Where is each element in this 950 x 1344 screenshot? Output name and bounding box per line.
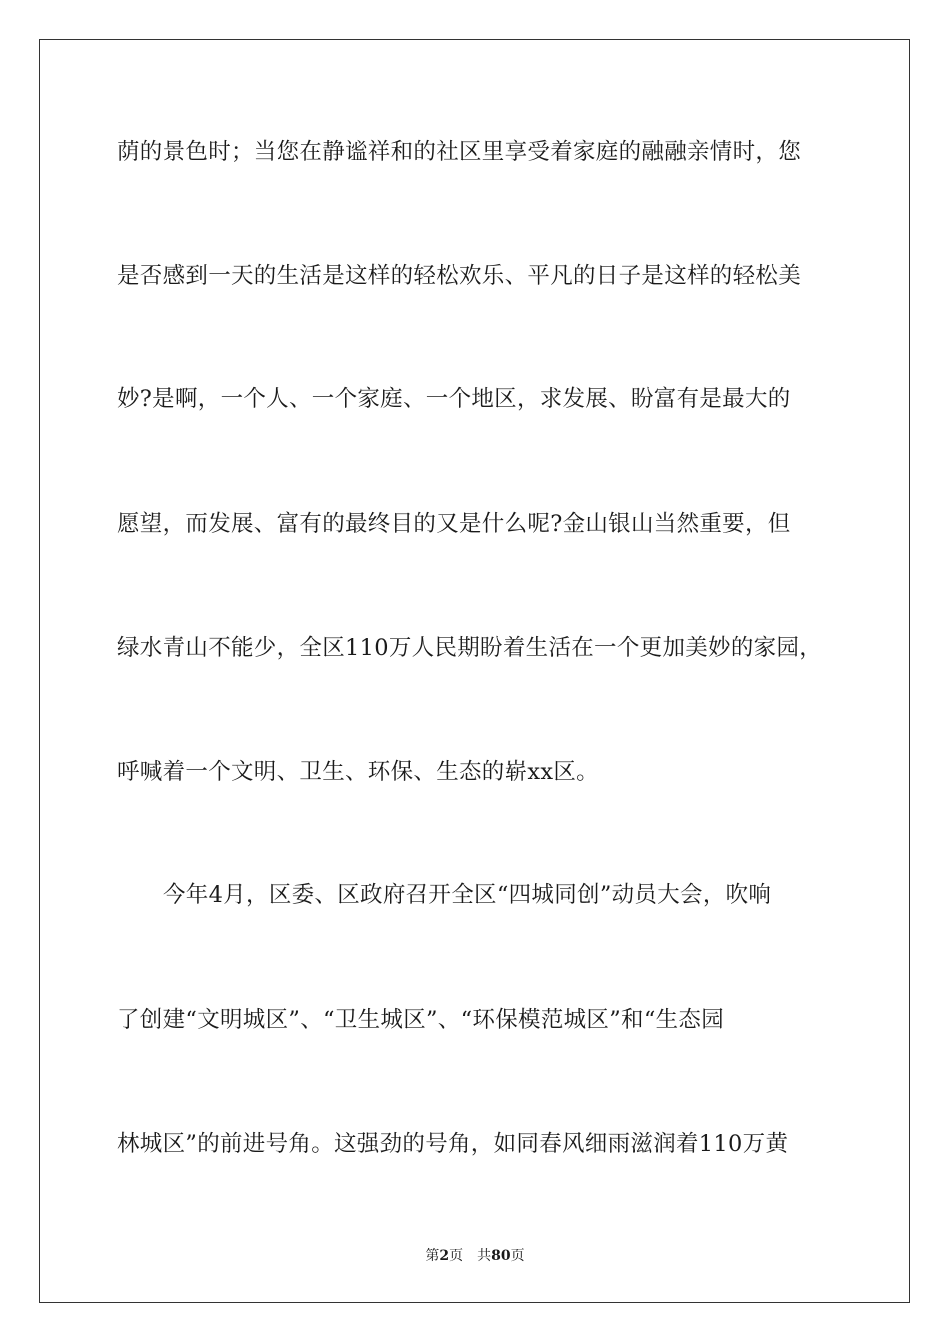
body-text-line-2: 是否感到一天的生活是这样的轻松欢乐、平凡的日子是这样的轻松美	[117, 263, 802, 289]
paragraph-2-line-3: 林城区”的前进号角。这强劲的号角，如同春风细雨滋润着110万黄	[117, 1131, 789, 1157]
body-text-line-4: 愿望，而发展、富有的最终目的又是什么呢?金山银山当然重要，但	[117, 511, 791, 537]
page-border	[39, 39, 910, 1303]
body-text-line-6: 呼喊着一个文明、卫生、环保、生态的崭xx区。	[117, 759, 599, 785]
total-prefix: 共	[477, 1248, 492, 1264]
page-footer	[0, 1247, 950, 1265]
body-text-line-1: 荫的景色时；当您在静谧祥和的社区里享受着家庭的融融亲情时，您	[117, 139, 802, 165]
total-suffix: 页	[510, 1248, 525, 1264]
total-pages: 80	[491, 1248, 511, 1264]
paragraph-2-line-2: 了创建“文明城区”、“卫生城区”、“环保模范城区”和“生态园	[117, 1007, 725, 1033]
page-suffix: 页	[449, 1248, 464, 1264]
body-text-line-5: 绿水青山不能少，全区110万人民期盼着生活在一个更加美妙的家园，	[117, 635, 823, 661]
page-prefix: 第	[425, 1248, 440, 1264]
paragraph-2-line-1: 今年4月，区委、区政府召开全区“四城同创”动员大会，吹响	[163, 882, 772, 908]
body-text-line-3: 妙?是啊，一个人、一个家庭、一个地区，求发展、盼富有是最大的	[117, 386, 791, 412]
page-number: 2	[439, 1248, 450, 1264]
